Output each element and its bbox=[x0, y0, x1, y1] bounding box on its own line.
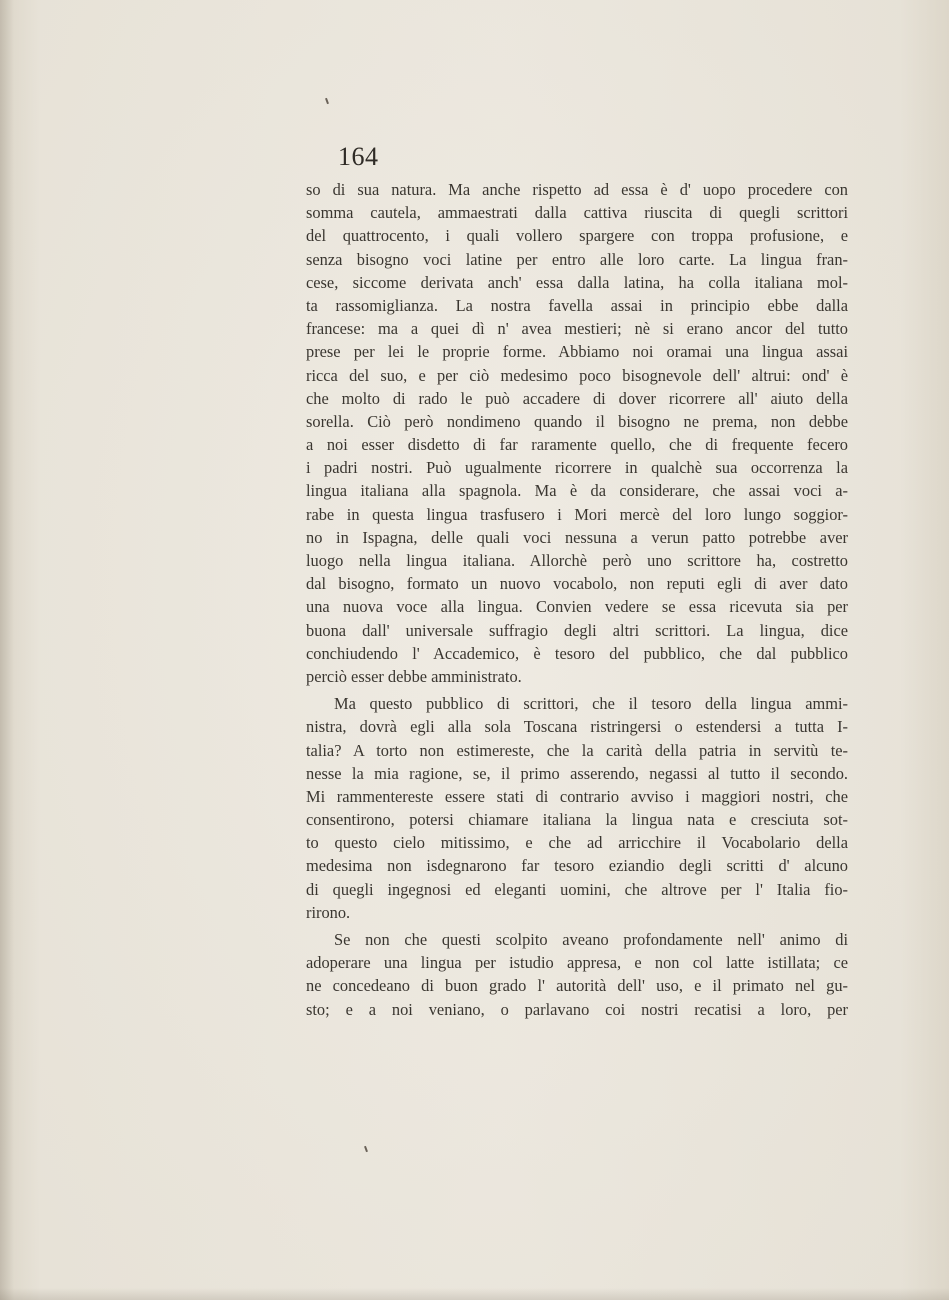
left-edge-shadow bbox=[0, 0, 14, 1300]
text-line: sto; e a noi veniano, o parlavano coi nostri recatisi a loro, per bbox=[306, 999, 848, 1019]
text-line: cese, siccome derivata anch' essa dalla latina, ha colla italiana mol- bbox=[306, 272, 848, 292]
text-line: Se non che questi scolpito aveano profondamente nell' animo di bbox=[334, 930, 848, 949]
text-line: una nuova voce alla lingua. Convien vedere se essa ricevuta sia per bbox=[306, 597, 848, 617]
text-line: luogo nella lingua italiana. Allorchè però uno scrittore ha, costretto bbox=[306, 551, 848, 570]
paper-speck bbox=[325, 98, 329, 104]
text-line: ta rassomiglianza. La nostra favella assai in principio ebbe dalla bbox=[306, 295, 848, 315]
text-line: che molto di rado le può accadere di dover ricorrere all' aiuto della bbox=[306, 388, 848, 408]
text-line: sorella. Ciò però nondimeno quando il bisogno ne prema, non debbe bbox=[306, 411, 848, 431]
page-number: 164 bbox=[338, 142, 379, 171]
text-line: di quegli ingegnosi ed eleganti uomini, che altrove per l' Italia fio- bbox=[306, 879, 848, 899]
bottom-edge-shadow bbox=[0, 1288, 949, 1300]
text-line: consentirono, potersi chiamare italiana la lingua nata e cresciuta sot- bbox=[306, 810, 848, 830]
text-line: ricca del suo, e per ciò medesimo poco bisognevole dell' altrui: ond' è bbox=[306, 365, 848, 385]
body-text bbox=[306, 178, 848, 1021]
text-line: medesima non isdegnarono far tesoro eziandio degli scritti d' alcuno bbox=[306, 856, 848, 876]
paper-speck bbox=[364, 1146, 368, 1152]
text-line: rirono. bbox=[306, 902, 351, 922]
text-line: senza bisogno voci latine per entro alle loro carte. La lingua fran- bbox=[306, 249, 848, 269]
paragraph-2 bbox=[306, 692, 848, 924]
text-line: lingua italiana alla spagnola. Ma è da considerare, che assai voci a- bbox=[306, 481, 848, 501]
text-line: Ma questo pubblico di scrittori, che il tesoro della lingua ammi- bbox=[334, 694, 848, 714]
text-line: prese per lei le proprie forme. Abbiamo noi oramai una lingua assai bbox=[306, 342, 848, 362]
text-line: somma cautela, ammaestrati dalla cattiva riuscita di quegli scrittori bbox=[306, 203, 848, 223]
paragraph-1 bbox=[306, 178, 848, 688]
text-line: adoperare una lingua per istudio appresa, e non col latte istillata; ce bbox=[306, 953, 848, 973]
text-line: conchiudendo l' Accademico, è tesoro del pubblico, che dal pubblico bbox=[306, 643, 848, 663]
text-line: so di sua natura. Ma anche rispetto ad essa è d' uopo procedere con bbox=[306, 180, 848, 199]
text-line: dal bisogno, formato un nuovo vocabolo, non reputi egli di aver dato bbox=[306, 574, 848, 594]
text-line: a noi esser disdetto di far raramente quello, che di frequente fecero bbox=[306, 435, 848, 455]
paragraph-3 bbox=[306, 928, 848, 1021]
text-line: i padri nostri. Può ugualmente ricorrere in qualchè sua occorrenza la bbox=[306, 458, 848, 478]
text-line: to questo cielo mitissimo, e che ad arricchire il Vocabolario della bbox=[306, 833, 848, 853]
text-line: francese: ma a quei dì n' avea mestieri; nè si erano ancor del tutto bbox=[306, 319, 848, 339]
text-line: perciò esser debbe amministrato. bbox=[306, 666, 522, 686]
text-line: ne concedeano di buon grado l' autorità dell' uso, e il primato nel gu- bbox=[306, 976, 848, 996]
text-line: rabe in questa lingua trasfusero i Mori mercè del loro lungo soggior- bbox=[306, 504, 848, 524]
text-line: nesse la mia ragione, se, il primo asserendo, negassi al tutto il secondo. bbox=[306, 763, 848, 783]
text-line: Mi rammentereste essere stati di contrario avviso i maggiori nostri, che bbox=[306, 786, 848, 806]
text-line: buona dall' universale suffragio degli altri scrittori. La lingua, dice bbox=[306, 620, 848, 640]
text-line: nistra, dovrà egli alla sola Toscana ristringersi o estendersi a tutta I- bbox=[306, 717, 848, 737]
text-line: del quattrocento, i quali vollero spargere con troppa profusione, e bbox=[306, 226, 848, 246]
text-line: no in Ispagna, delle quali voci nessuna a verun patto potrebbe aver bbox=[306, 527, 848, 547]
text-line: talia? A torto non estimereste, che la carità della patria in servitù te- bbox=[306, 740, 848, 760]
